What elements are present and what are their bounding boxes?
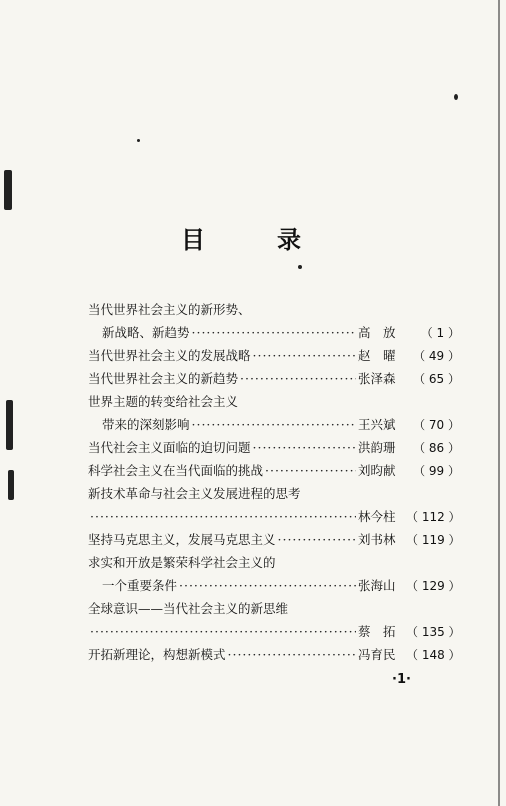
scan-dot (298, 265, 302, 269)
scan-dot (137, 139, 140, 142)
toc-entry (88, 436, 460, 459)
toc-entry-page: （ 99 ） (413, 464, 460, 478)
toc-entry (88, 321, 460, 344)
toc-entry (88, 482, 460, 505)
toc-entry-author: 蔡 拓 (358, 624, 396, 639)
scan-smudge (8, 470, 14, 500)
page-title: 目 录 (181, 225, 325, 254)
toc-entry-title: 当代世界社会主义的发展战略 (88, 348, 251, 363)
toc-entry-page: （ 129 ） (406, 579, 461, 593)
dot-leader (278, 528, 356, 551)
toc-entry (88, 574, 460, 597)
dot-leader (265, 459, 356, 482)
toc-entry-page: （ 1 ） (420, 326, 460, 340)
dot-leader (179, 574, 356, 597)
toc-entry (88, 528, 460, 551)
toc-entry-author: 林今柱 (358, 509, 396, 524)
toc-entry (88, 344, 460, 367)
toc-entry (88, 298, 460, 321)
toc-entry-title: 科学社会主义在当代面临的挑战 (88, 463, 264, 478)
toc-entry-author: 张泽森 (358, 371, 396, 386)
toc-entry-author: 赵 曜 (358, 348, 396, 363)
dot-leader (90, 505, 356, 528)
toc-entry (88, 367, 460, 390)
toc-entry (88, 459, 460, 482)
dot-leader (240, 367, 356, 390)
scan-dot (454, 94, 458, 100)
toc-entry-author: 刘昀献 (358, 463, 396, 478)
toc-entry-title: 坚持马克思主义，发展马克思主义 (88, 532, 276, 547)
toc-entry-page: （ 135 ） (406, 625, 461, 639)
toc-entry-title: 世界主题的转变给社会主义 (88, 394, 239, 409)
toc-entry-title: 求实和开放是繁荣科学社会主义的 (88, 555, 276, 570)
dot-leader (192, 321, 356, 344)
toc-entry (88, 620, 460, 643)
toc-entry-title: 新战略、新趋势 (102, 325, 190, 340)
dot-leader (228, 643, 356, 666)
toc-entry-page: （ 119 ） (406, 533, 461, 547)
toc-entry-page: （ 148 ） (406, 648, 461, 662)
toc-entry-author: 洪韵珊 (358, 440, 396, 455)
page-edge-shadow (498, 0, 500, 806)
dot-leader (90, 620, 356, 643)
dot-leader (253, 344, 356, 367)
scan-smudge (6, 400, 13, 450)
toc-entry-title: 开拓新理论，构想新模式 (88, 647, 226, 662)
toc-entry-author: 王兴斌 (358, 417, 396, 432)
toc-entry-page: （ 86 ） (413, 441, 460, 455)
toc-entry-page: （ 65 ） (413, 372, 460, 386)
toc-entry-title: 新技术革命与社会主义发展进程的思考 (88, 486, 301, 501)
toc-entry-page: （ 70 ） (413, 418, 460, 432)
scan-smudge (4, 170, 12, 210)
toc-entry-title: 全球意识——当代社会主义的新思维 (88, 601, 289, 616)
table-of-contents (88, 298, 460, 666)
page-number: ·1· (392, 672, 411, 687)
toc-entry-title: 一个重要条件 (102, 578, 178, 593)
toc-entry (88, 413, 460, 436)
dot-leader (192, 413, 356, 436)
dot-leader (253, 436, 356, 459)
toc-entry-author: 冯育民 (358, 647, 396, 662)
toc-entry (88, 505, 460, 528)
toc-entry (88, 643, 460, 666)
toc-entry-page: （ 112 ） (406, 510, 461, 524)
toc-entry (88, 597, 460, 620)
toc-entry-title: 当代社会主义面临的迫切问题 (88, 440, 251, 455)
toc-entry-title: 带来的深刻影响 (102, 417, 190, 432)
toc-entry (88, 390, 460, 413)
toc-entry-title: 当代世界社会主义的新趋势 (88, 371, 239, 386)
toc-entry-author: 张海山 (358, 578, 396, 593)
toc-entry-author: 高 放 (358, 325, 396, 340)
toc-entry-author: 刘书林 (358, 532, 396, 547)
toc-entry-title: 当代世界社会主义的新形势、 (88, 302, 251, 317)
toc-entry (88, 551, 460, 574)
toc-entry-page: （ 49 ） (413, 349, 460, 363)
